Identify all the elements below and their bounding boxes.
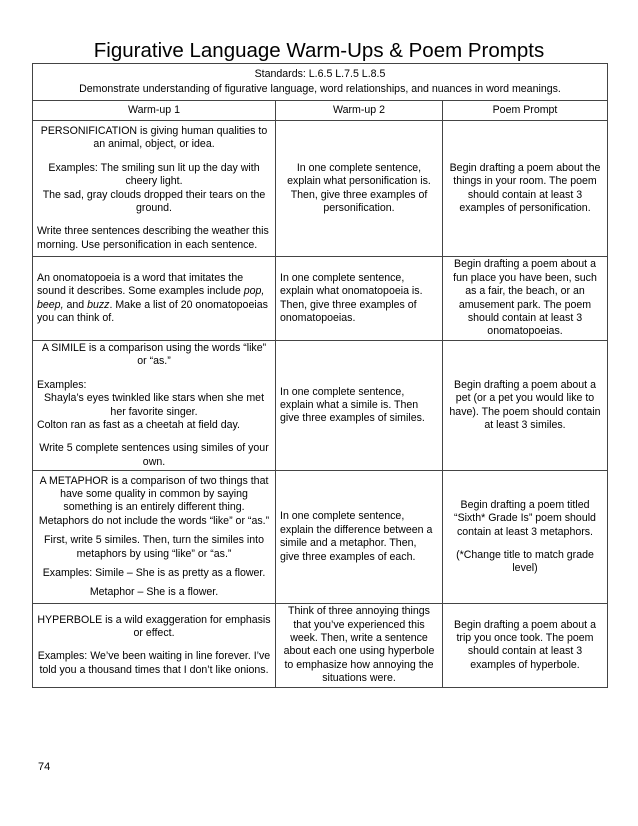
header-row: [33, 101, 608, 121]
standards-row: [33, 64, 608, 101]
table-row: [33, 257, 608, 341]
header-poem-prompt: Poem Prompt: [443, 101, 608, 121]
hyperbole-warmup-2: Think of three annoying things that you’ve experienced this week. Then, write a sentence about each one using hyperbole to emphasize how annoying the situations were.: [276, 604, 443, 687]
metaphor-note: Metaphors do not include the words “like” or “as.”: [38, 514, 270, 527]
simile-example-1: Shayla’s eyes twinkled like stars when she met her favorite singer.: [43, 392, 265, 418]
simile-warmup-2: In one complete sentence, explain what a simile is. Then give three examples of similes.: [276, 341, 443, 471]
personification-example-1: Examples: The smiling sun lit up the day with cheery light.: [48, 161, 260, 188]
metaphor-prompt-text: Begin drafting a poem titled “Sixth* Grade Is” poem should contain at least 3 metaphors.: [454, 498, 596, 538]
table-row: [33, 471, 608, 604]
personification-definition: PERSONIFICATION is giving human qualities to an animal, object, or idea.: [40, 124, 268, 151]
metaphor-warmup-1: [33, 471, 276, 604]
onomatopoeia-definition: An onomatopoeia is a word that imitates the sound it describes. Some examples include: [37, 271, 244, 298]
personification-warmup-1: [33, 121, 276, 257]
table-row: [33, 604, 608, 687]
onomatopoeia-poem-prompt: Begin drafting a poem about a fun place you have been, such as a fair, the beach, or an amusement park. The poem should contain at least 3 onomatopoeias.: [443, 257, 608, 341]
onomatopoeia-example-pop: pop,: [243, 285, 265, 298]
simile-definition: A SIMILE is a comparison using the words “like” or “as.”: [41, 342, 267, 368]
metaphor-example-simile: Examples: Simile – She is as pretty as a flower.: [42, 567, 266, 580]
hyperbole-definition: HYPERBOLE is a wild exaggeration for emphasis or effect.: [37, 613, 271, 640]
personification-warmup-2: In one complete sentence, explain what personification is. Then, give three examples of personification.: [276, 121, 443, 257]
page-number: 74: [38, 761, 51, 773]
simile-task: Write 5 complete sentences using similes of your own.: [39, 442, 269, 468]
simile-examples-label: Examples:: [37, 378, 87, 391]
header-warmup-1: Warm-up 1: [33, 101, 276, 121]
onomatopoeia-and: and: [63, 298, 88, 311]
metaphor-warmup-2: In one complete sentence, explain the difference between a simile and a metaphor. Then, give three examples of each.: [276, 471, 443, 604]
simile-warmup-1: [33, 341, 276, 471]
metaphor-example-metaphor: Metaphor – She is a flower.: [89, 586, 219, 599]
standards-codes: Standards: L.6.5 L.7.5 L.8.5: [254, 67, 386, 80]
page-title: Figurative Language Warm-Ups & Poem Prompts: [93, 39, 545, 62]
hyperbole-examples: Examples: We’ve been waiting in line forever. I’ve told you a thousand times that I don’t like onions.: [37, 650, 271, 676]
metaphor-prompt-note: (*Change title to match grade level): [456, 548, 594, 575]
standards-description: Demonstrate understanding of figurative language, word relationships, and nuances in word meanings.: [79, 83, 561, 95]
onomatopoeia-example-beep: beep,: [37, 298, 64, 311]
onomatopoeia-task: . Make a list of 20 onomatopoeias you can think of.: [37, 298, 268, 324]
onomatopoeia-warmup-1: [33, 257, 276, 341]
metaphor-task: First, write 5 similes. Then, turn the similes into metaphors by using “like” or “as.”: [44, 534, 264, 560]
hyperbole-poem-prompt: Begin drafting a poem about a trip you once took. The poem should contain at least 3 examples of hyperbole.: [443, 604, 608, 687]
personification-task: Write three sentences describing the weather this morning. Use personification in each sentence.: [37, 225, 269, 251]
warmups-table: [32, 63, 608, 688]
table-row: [33, 341, 608, 471]
onomatopoeia-warmup-2: In one complete sentence, explain what onomatopoeia is. Then, give three examples of onomatopoeias.: [276, 257, 443, 341]
metaphor-poem-prompt: [443, 471, 608, 604]
metaphor-definition: A METAPHOR is a comparison of two things that have some quality in common by saying something is an entirely different thing.: [39, 474, 269, 514]
table-row: [33, 121, 608, 257]
hyperbole-warmup-1: [33, 604, 276, 687]
personification-example-2: The sad, gray clouds dropped their tears on the ground.: [42, 188, 266, 214]
simile-poem-prompt: Begin drafting a poem about a pet (or a pet you would like to have). The poem should contain at least 3 similes.: [443, 341, 608, 471]
personification-poem-prompt: Begin drafting a poem about the things in your room. The poem should contain at least 3 examples of personification.: [443, 121, 608, 257]
standards-cell: [33, 64, 608, 101]
simile-example-2: Colton ran as fast as a cheetah at field day.: [37, 419, 240, 432]
header-warmup-2: Warm-up 2: [276, 101, 443, 121]
onomatopoeia-example-buzz: buzz: [87, 298, 110, 311]
